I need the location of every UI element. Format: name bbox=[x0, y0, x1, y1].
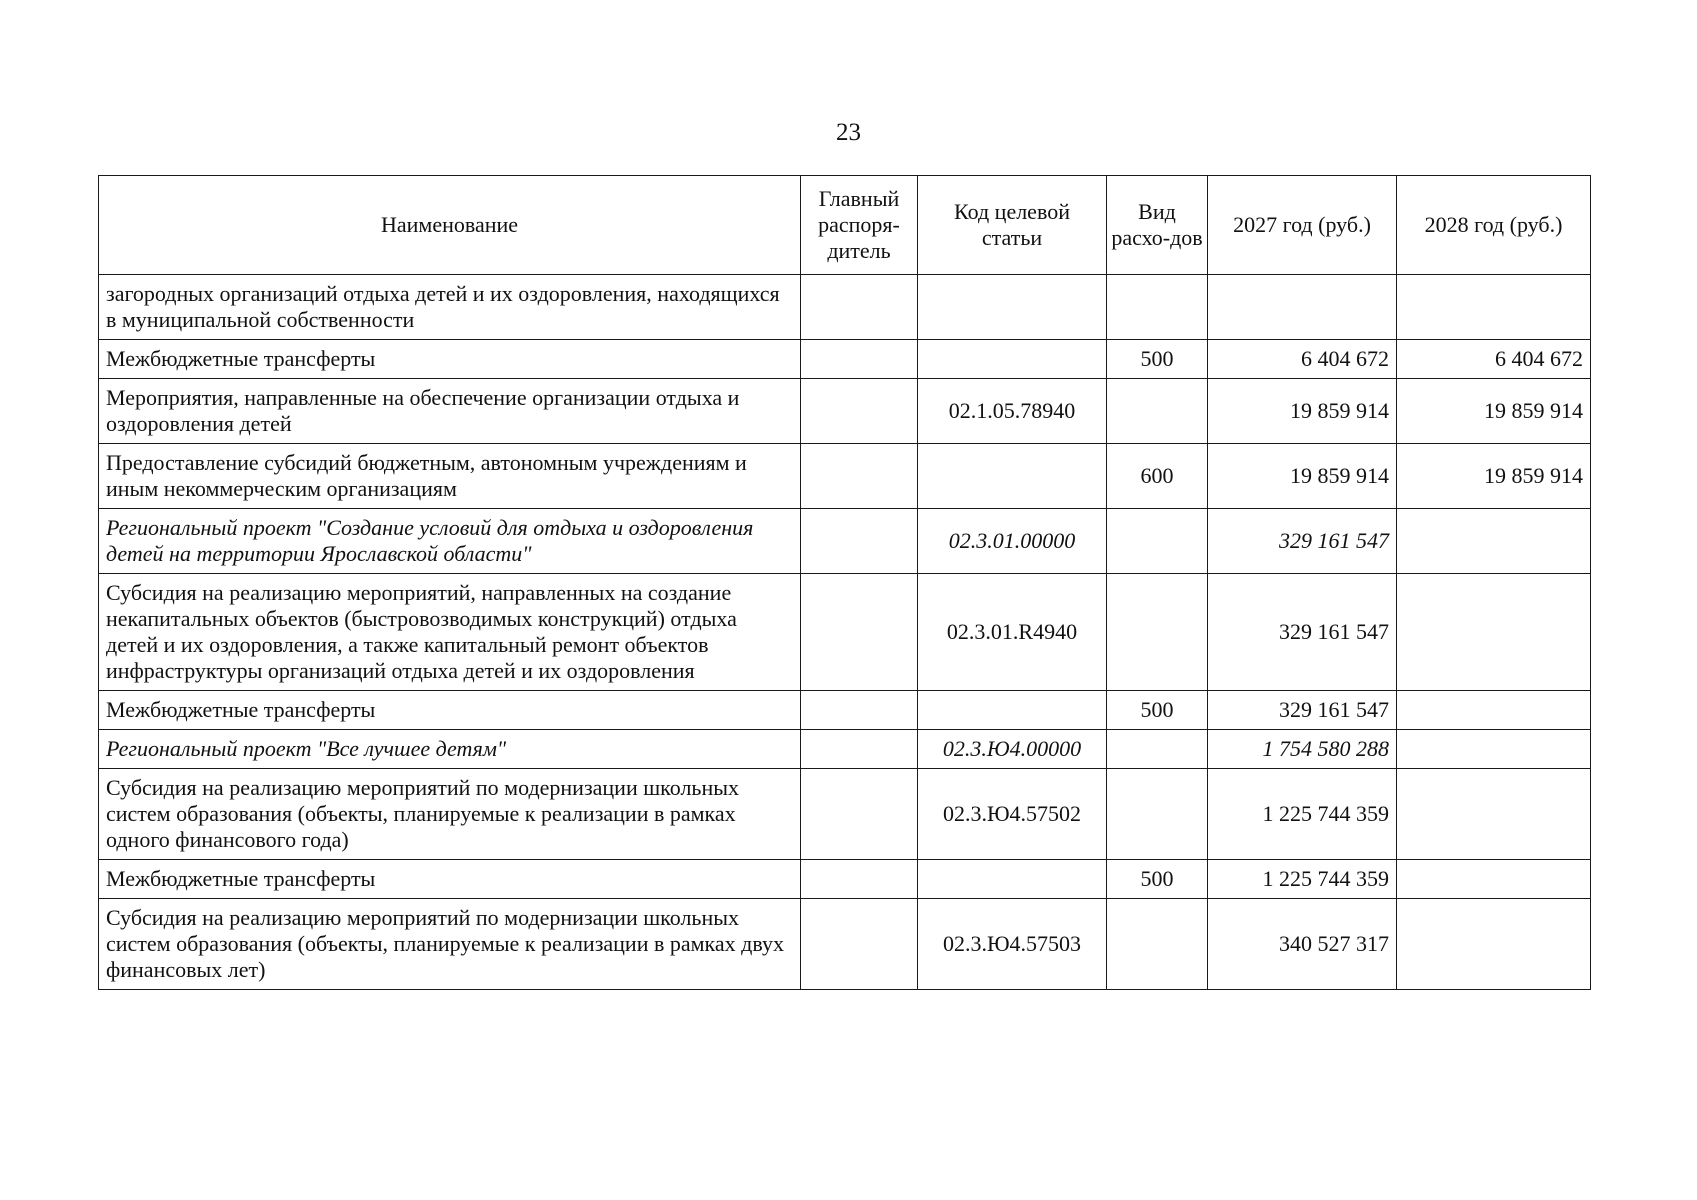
cell-code: 02.3.01.00000 bbox=[918, 509, 1107, 574]
table-row bbox=[99, 860, 1591, 899]
cell-code bbox=[918, 860, 1107, 899]
header-year-2027: 2027 год (руб.) bbox=[1208, 176, 1397, 275]
header-row bbox=[99, 176, 1591, 275]
cell-year-2027: 19 859 914 bbox=[1208, 444, 1397, 509]
table-row bbox=[99, 444, 1591, 509]
cell-expense-type bbox=[1107, 574, 1208, 691]
cell-manager bbox=[801, 574, 918, 691]
cell-expense-type bbox=[1107, 899, 1208, 990]
table-row bbox=[99, 769, 1591, 860]
cell-name: Региональный проект "Создание условий для отдыха и оздоровления детей на территории Ярославской области" bbox=[99, 509, 801, 574]
cell-year-2027: 6 404 672 bbox=[1208, 340, 1397, 379]
cell-name: Мероприятия, направленные на обеспечение организации отдыха и оздоровления детей bbox=[99, 379, 801, 444]
cell-year-2027: 1 225 744 359 bbox=[1208, 769, 1397, 860]
table-row bbox=[99, 899, 1591, 990]
cell-expense-type bbox=[1107, 730, 1208, 769]
cell-year-2027: 340 527 317 bbox=[1208, 899, 1397, 990]
cell-year-2028: 19 859 914 bbox=[1397, 379, 1591, 444]
cell-year-2028 bbox=[1397, 691, 1591, 730]
cell-manager bbox=[801, 899, 918, 990]
table-row bbox=[99, 691, 1591, 730]
cell-expense-type: 600 bbox=[1107, 444, 1208, 509]
cell-manager bbox=[801, 509, 918, 574]
header-manager: Главный распоря-дитель bbox=[801, 176, 918, 275]
cell-manager bbox=[801, 691, 918, 730]
cell-year-2027: 1 225 744 359 bbox=[1208, 860, 1397, 899]
cell-year-2028 bbox=[1397, 769, 1591, 860]
cell-year-2028 bbox=[1397, 574, 1591, 691]
cell-expense-type: 500 bbox=[1107, 340, 1208, 379]
cell-manager bbox=[801, 860, 918, 899]
cell-year-2027: 329 161 547 bbox=[1208, 691, 1397, 730]
cell-year-2027: 1 754 580 288 bbox=[1208, 730, 1397, 769]
cell-code bbox=[918, 340, 1107, 379]
cell-expense-type bbox=[1107, 769, 1208, 860]
table-header bbox=[99, 176, 1591, 275]
cell-code: 02.3.Ю4.57503 bbox=[918, 899, 1107, 990]
cell-year-2028 bbox=[1397, 275, 1591, 340]
cell-code: 02.3.Ю4.57502 bbox=[918, 769, 1107, 860]
cell-year-2028: 6 404 672 bbox=[1397, 340, 1591, 379]
cell-name: Межбюджетные трансферты bbox=[99, 691, 801, 730]
page-number: 23 bbox=[836, 119, 861, 146]
cell-year-2028 bbox=[1397, 860, 1591, 899]
cell-code: 02.3.Ю4.00000 bbox=[918, 730, 1107, 769]
cell-name: Межбюджетные трансферты bbox=[99, 340, 801, 379]
cell-manager bbox=[801, 379, 918, 444]
table-row bbox=[99, 574, 1591, 691]
cell-year-2027 bbox=[1208, 275, 1397, 340]
table-row bbox=[99, 340, 1591, 379]
table-row bbox=[99, 379, 1591, 444]
cell-code bbox=[918, 444, 1107, 509]
cell-name: загородных организаций отдыха детей и их оздоровления, находящихся в муниципальной собственности bbox=[99, 275, 801, 340]
cell-year-2028 bbox=[1397, 730, 1591, 769]
header-expense-type: Вид расхо-дов bbox=[1107, 176, 1208, 275]
cell-year-2027: 329 161 547 bbox=[1208, 509, 1397, 574]
cell-name: Региональный проект "Все лучшее детям" bbox=[99, 730, 801, 769]
cell-expense-type bbox=[1107, 509, 1208, 574]
cell-code bbox=[918, 691, 1107, 730]
table-row bbox=[99, 509, 1591, 574]
cell-name: Субсидия на реализацию мероприятий по модернизации школьных систем образования (объекты, планируемые к реализации в рамках одного финансового года) bbox=[99, 769, 801, 860]
table-row bbox=[99, 275, 1591, 340]
header-code: Код целевой статьи bbox=[918, 176, 1107, 275]
cell-year-2027: 329 161 547 bbox=[1208, 574, 1397, 691]
cell-manager bbox=[801, 275, 918, 340]
header-year-2028: 2028 год (руб.) bbox=[1397, 176, 1591, 275]
cell-manager bbox=[801, 340, 918, 379]
cell-expense-type bbox=[1107, 275, 1208, 340]
cell-code: 02.1.05.78940 bbox=[918, 379, 1107, 444]
cell-code bbox=[918, 275, 1107, 340]
cell-code: 02.3.01.R4940 bbox=[918, 574, 1107, 691]
cell-year-2028 bbox=[1397, 899, 1591, 990]
table-body bbox=[99, 275, 1591, 990]
budget-table bbox=[98, 175, 1591, 990]
cell-year-2028 bbox=[1397, 509, 1591, 574]
cell-name: Межбюджетные трансферты bbox=[99, 860, 801, 899]
cell-name: Предоставление субсидий бюджетным, автономным учреждениям и иным некоммерческим организациям bbox=[99, 444, 801, 509]
cell-year-2027: 19 859 914 bbox=[1208, 379, 1397, 444]
cell-year-2028: 19 859 914 bbox=[1397, 444, 1591, 509]
cell-manager bbox=[801, 769, 918, 860]
cell-manager bbox=[801, 730, 918, 769]
header-name: Наименование bbox=[99, 176, 801, 275]
cell-manager bbox=[801, 444, 918, 509]
cell-name: Субсидия на реализацию мероприятий, направленных на создание некапитальных объектов (быстровозводимых конструкций) отдыха детей и их оздоровления, а также капитальный ремонт объектов инфраструктуры организаций отдыха детей и их оздоровления bbox=[99, 574, 801, 691]
cell-expense-type: 500 bbox=[1107, 691, 1208, 730]
cell-name: Субсидия на реализацию мероприятий по модернизации школьных систем образования (объекты, планируемые к реализации в рамках двух финансовых лет) bbox=[99, 899, 801, 990]
cell-expense-type bbox=[1107, 379, 1208, 444]
cell-expense-type: 500 bbox=[1107, 860, 1208, 899]
table-row bbox=[99, 730, 1591, 769]
